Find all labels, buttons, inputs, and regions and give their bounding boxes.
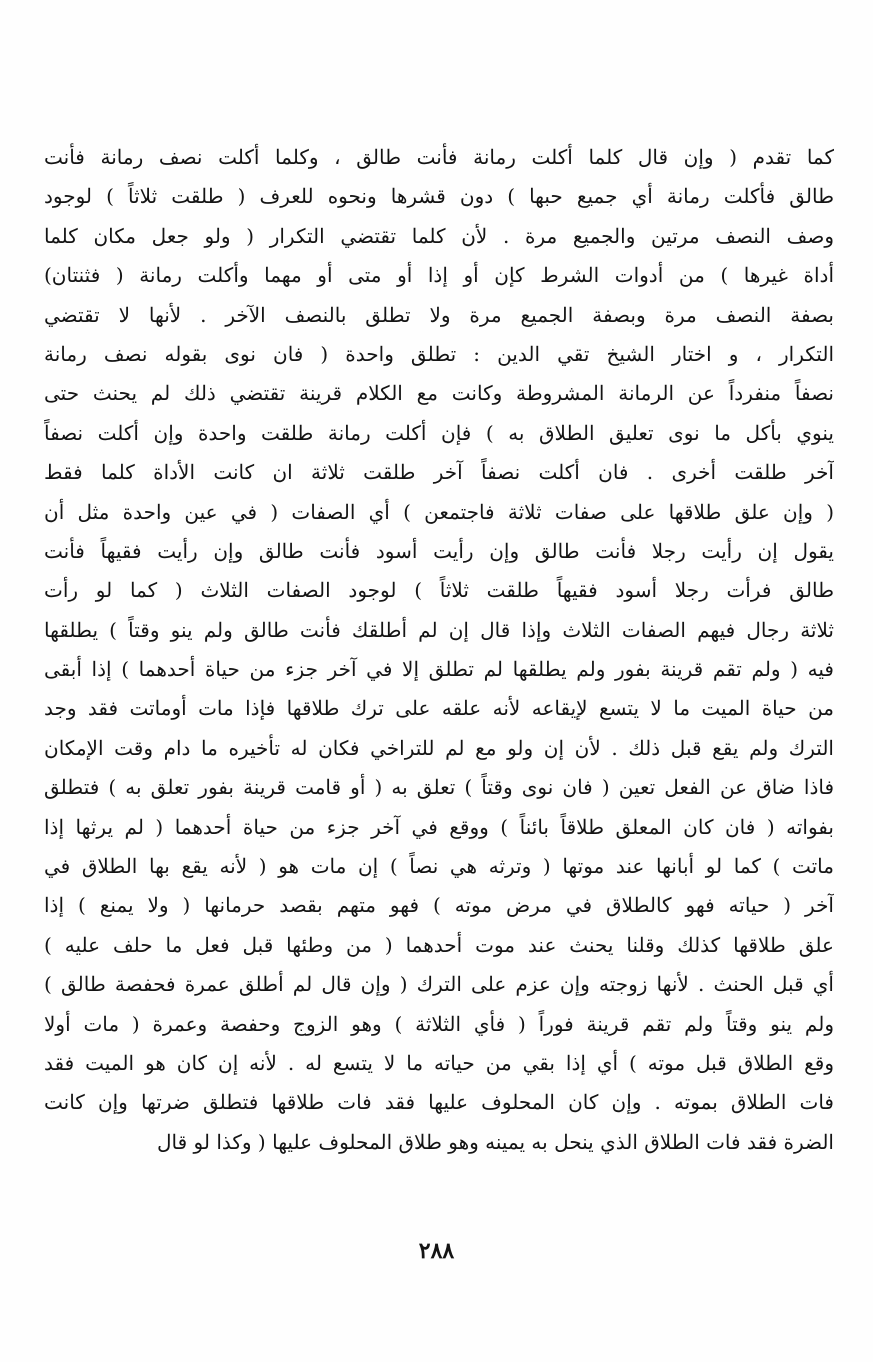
text-line: فات الطلاق بموته . وإن كان المحلوف عليها فقد فات طلاقها فتطلق ضرتها وإن كانت xyxy=(44,1090,834,1115)
text-line: آخر ( حياته فهو كالطلاق في مرض موته ) فهو متهم بقصد حرمانها ( ولا يمنع ) إذا xyxy=(44,893,834,918)
text-line: ولم ينو وقتاً ولم تقم قرينة فوراً ( فأي الثلاثة ) وهو الزوج وحفصة وعمرة ( مات أولا xyxy=(44,1011,834,1036)
text-line: بفواته ( فان كان المعلق طلاقاً بائناً ) ووقع في آخر جزء من حياة أحدهما ( لم يرثها إذا xyxy=(44,814,834,839)
text-line: أداة غيرها ) من أدوات الشرط كإن أو إذا أو متى أو مهما وأكلت رمانة ( فثنتان) xyxy=(44,263,834,288)
page-number: ٢٨٨ xyxy=(418,1238,455,1264)
text-line: ينوي بأكل ما نوى تعليق الطلاق به ) فإن أكلت رمانة طلقت واحدة وإن أكلت نصفاً xyxy=(44,420,834,445)
text-line: بصفة النصف مرة وبصفة الجميع مرة ولا تطلق بالنصف الآخر . لأنها لا تقتضي xyxy=(44,302,834,327)
text-line: وصف النصف مرتين والجميع مرة . لأن كلما تقتضي التكرار ( ولو جعل مكان كلما xyxy=(44,223,834,248)
text-line: الترك ولم يقع قبل ذلك . لأن إن ولو مع لم للتراخي فكان له تأخيره ما دام وقت الإمكان xyxy=(44,735,834,760)
text-line: طالق فرأت رجلا أسود فقيهاً طلقت ثلاثاً ) لوجود الصفات الثلاث ( كما لو رأت xyxy=(44,578,834,603)
text-line: طالق فأكلت رمانة أي جميع حبها ) دون قشرها ونحوه للعرف ( طلقت ثلاثاً ) لوجود xyxy=(44,184,834,209)
text-line: يقول إن رأيت رجلا فأنت طالق وإن رأيت أسود فأنت طالق وإن رأيت فقيهاً فأنت xyxy=(44,538,834,563)
text-line: التكرار ، و اختار الشيخ تقي الدين : تطلق واحدة ( فان نوى بقوله نصف رمانة xyxy=(44,341,834,366)
text-line: فيه ( ولم تقم قرينة بفور ولم يطلقها لم تطلق إلا في آخر جزء من حياة أحدهما ) إذا أبقى xyxy=(44,657,834,682)
text-line: علق طلاقها كذلك وقلنا يحنث عند موت أحدهما ( من وطئها قبل فعل ما حلف عليه ) xyxy=(44,932,834,957)
text-line: ماتت ) كما لو أبانها عند موتها ( وترثه هي نصاً ) إن مات هو ( لأنه يقع بها الطلاق في xyxy=(44,854,834,879)
text-line: فاذا ضاق عن الفعل تعين ( فان نوى وقتاً ) تعلق به ( أو قامت قرينة بفور تعلق به ) فتطلق xyxy=(44,775,834,800)
text-line: أي قبل الحنث . لأنها زوجته وإن عزم على الترك ( وإن قال لم أطلق عمرة فحفصة طالق ) xyxy=(44,972,834,997)
text-line: ( وإن علق طلاقها على صفات ثلاثة فاجتمعن ) أي الصفات ( في عين واحدة مثل أن xyxy=(44,499,834,524)
text-line: ثلاثة رجال فيهم الصفات الثلاث وإذا قال إن لم أطلقك فأنت طالق ولم ينو وقتاً ) يطلقها xyxy=(44,617,834,642)
text-line: من حياة الميت ما لا يتسع لإيقاعه لأنه علقه على ترك طلاقها فإذا مات أوماتت فقد وجد xyxy=(44,696,834,721)
text-line: آخر طلقت أخرى . فان أكلت نصفاً آخر طلقت ثلاثة ان كانت الأداة كلما فقط xyxy=(44,460,834,485)
text-line: وقع الطلاق قبل موته ) أي إذا بقي من حياته ما لا يتسع له . لأنه إن كان هو الميت فقد xyxy=(44,1050,834,1075)
text-line: نصفاً منفرداً عن الرمانة المشروطة وكانت مع الكلام قرينة تقتضي ذلك لم يحنث حتى xyxy=(44,381,834,406)
text-line: كما تقدم ( وإن قال كلما أكلت رمانة فأنت طالق ، وكلما أكلت نصف رمانة فأنت xyxy=(44,145,834,169)
text-line: الضرة فقد فات الطلاق الذي ينحل به يمينه وهو طلاق المحلوف عليها ( وكذا لو قال xyxy=(157,1129,834,1154)
body-text xyxy=(44,138,834,1162)
